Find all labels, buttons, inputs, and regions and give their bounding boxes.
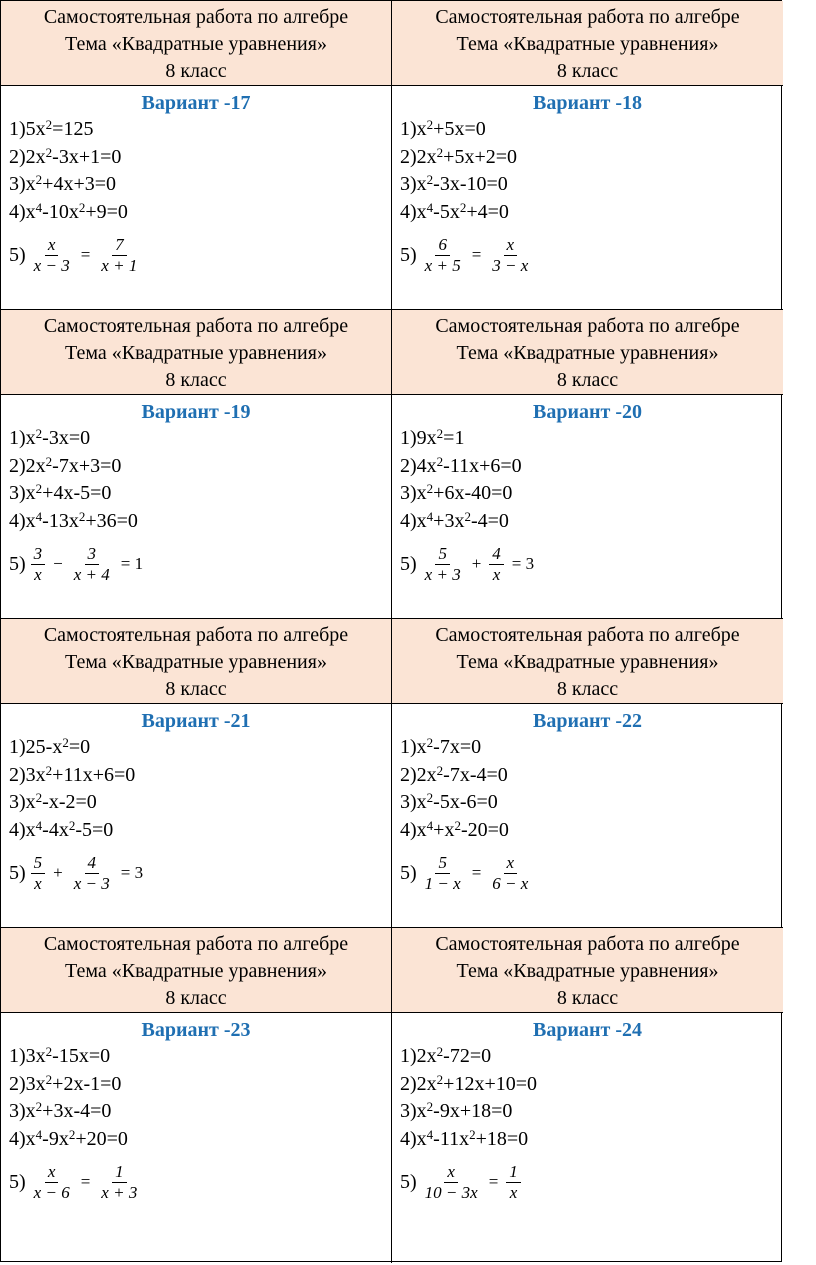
fraction-left: [422, 544, 464, 585]
header-cell: [1, 619, 392, 704]
exponent: 2: [35, 790, 43, 805]
task-2: [400, 453, 775, 481]
fraction-numerator: 6: [435, 235, 450, 256]
task-2: [9, 453, 383, 481]
task-5-label: 5): [9, 1170, 26, 1193]
task-5-label: 5): [9, 552, 26, 575]
fraction-left: [31, 853, 46, 894]
equation-text: 1)x: [9, 427, 36, 449]
equation-text: 1)3x: [9, 1045, 46, 1067]
fraction-right: [506, 1162, 521, 1203]
task-5-label: 5): [400, 861, 417, 884]
fraction-left: [31, 235, 73, 276]
operator: +: [471, 554, 482, 573]
task-2: [400, 762, 775, 790]
equation-text: 4)x: [400, 818, 427, 841]
variant-title: Вариант -17: [141, 92, 251, 114]
task-5: [400, 538, 775, 590]
header-line2: Тема «Квадратные уравнения»: [456, 651, 719, 673]
task-2: [9, 1071, 383, 1099]
fraction-numerator: 1: [112, 1162, 127, 1183]
header-cell: [392, 928, 783, 1013]
equation-text: -5=0: [75, 818, 114, 841]
header-line1: Самостоятельная работа по алгебре: [43, 933, 349, 955]
fraction-denominator: x − 3: [33, 255, 70, 275]
fraction-numerator: 7: [112, 235, 127, 256]
exponent: 2: [35, 1099, 43, 1114]
header-line3: 8 класс: [556, 678, 619, 700]
fraction-right: [98, 1162, 140, 1203]
exponent: 2: [68, 817, 76, 833]
fraction-right: [98, 235, 140, 276]
header-cell: [392, 619, 783, 704]
fraction-left: [422, 235, 464, 276]
task-1: [400, 1043, 775, 1071]
equation-text: +11x+6=0: [52, 763, 136, 786]
fraction-right: [71, 853, 113, 894]
equation-text: -4x: [42, 818, 69, 841]
equation-text: 1)x: [400, 736, 427, 758]
header-line1: Самостоятельная работа по алгебре: [43, 6, 349, 28]
header-line3: 8 класс: [556, 369, 619, 391]
fraction-left: [422, 853, 464, 894]
fraction-numerator: x: [504, 853, 518, 874]
equation-text: -3x-10=0: [433, 173, 508, 195]
equation-text: 3)x: [400, 1100, 427, 1122]
equation-text: +4x+3=0: [42, 173, 117, 195]
task-5-label: 5): [9, 861, 26, 884]
variant-cell: [1, 1013, 392, 1263]
right-hand-side: = 3: [120, 863, 144, 882]
equation-text: 4)x: [9, 818, 36, 841]
exponent: 2: [62, 735, 69, 750]
equation-text: 2)2x: [9, 145, 46, 168]
operator: =: [471, 245, 482, 264]
equation-text: +4x-5=0: [42, 482, 112, 504]
task-2: [9, 144, 383, 172]
equation-text: -11x+6=0: [443, 454, 522, 477]
equation-text: 4)x: [9, 200, 36, 223]
task-5: [9, 847, 383, 899]
fraction-numerator: 3: [31, 544, 46, 565]
task-5-label: 5): [400, 243, 417, 266]
fraction-denominator: x − 6: [33, 1182, 70, 1202]
equation-text: +3x-4=0: [42, 1100, 112, 1122]
task-3: [400, 480, 775, 508]
exponent: 2: [35, 172, 43, 187]
header-cell: [1, 928, 392, 1013]
task-4: [9, 199, 383, 227]
equation-text: +2x-1=0: [52, 1072, 122, 1095]
equation-text: +4=0: [466, 200, 509, 223]
variant-cell: [392, 704, 783, 928]
fraction-denominator: x + 1: [101, 255, 138, 275]
fraction-denominator: x + 3: [424, 564, 461, 584]
fraction-denominator: x + 3: [101, 1182, 138, 1202]
exponent: 4: [426, 817, 434, 833]
fraction-right: [489, 853, 531, 894]
variant-title: Вариант -23: [141, 1019, 251, 1041]
exponent: 4: [35, 817, 43, 833]
equation-text: -3x=0: [42, 427, 91, 449]
operator: =: [80, 245, 91, 264]
right-hand-side: = 1: [120, 554, 144, 573]
task-1: [400, 116, 775, 144]
task-4: [400, 817, 775, 845]
equation-text: 3)x: [9, 173, 36, 195]
variant-cell: [392, 1013, 783, 1263]
header-line2: Тема «Квадратные уравнения»: [65, 960, 327, 982]
equation-text: 2)3x: [9, 763, 46, 786]
task-5: [9, 1156, 383, 1208]
task-4: [9, 817, 383, 845]
equation-text: 4)x: [400, 509, 427, 532]
task-4: [400, 508, 775, 536]
header-cell: [1, 1, 392, 86]
variant-title: Вариант -21: [141, 710, 251, 732]
exponent: 4: [426, 199, 434, 215]
equation-text: +9=0: [85, 200, 128, 223]
exponent: 2: [35, 481, 43, 496]
task-3: [9, 480, 383, 508]
variant-cell: [1, 86, 392, 310]
variant-title: Вариант -18: [533, 92, 642, 114]
task-5: [9, 229, 383, 281]
equation-text: +5x+2=0: [443, 145, 518, 168]
variant-title: Вариант -24: [533, 1019, 642, 1041]
exponent: 2: [78, 199, 86, 215]
fraction-numerator: 5: [435, 853, 450, 874]
equation-text: 2)2x: [400, 763, 437, 786]
header-line3: 8 класс: [165, 60, 227, 82]
fraction-denominator: x: [509, 1182, 518, 1202]
equation-text: 3)x: [400, 791, 427, 813]
fraction-denominator: x: [34, 873, 42, 893]
equation-text: -20=0: [460, 818, 509, 841]
task-3: [9, 1098, 383, 1126]
exponent: 4: [35, 199, 43, 215]
exponent: 2: [426, 1099, 434, 1114]
variant-cell: [392, 395, 783, 619]
exponent: 2: [35, 426, 43, 441]
task-5: [400, 1156, 775, 1208]
equation-text: 1)9x: [400, 427, 437, 449]
equation-text: 2)2x: [400, 1072, 437, 1095]
exponent: 2: [436, 426, 444, 441]
fraction-denominator: 10 − 3x: [424, 1182, 478, 1202]
equation-text: 3)x: [9, 482, 36, 504]
task-2: [400, 1071, 775, 1099]
header-line1: Самостоятельная работа по алгебре: [435, 6, 740, 28]
exponent: 2: [45, 144, 53, 160]
equation-text: -15x=0: [52, 1045, 111, 1067]
exponent: 4: [426, 508, 434, 524]
exponent: 2: [45, 1071, 53, 1087]
task-5: [400, 229, 775, 281]
exponent: 2: [426, 172, 434, 187]
header-line1: Самостоятельная работа по алгебре: [435, 933, 740, 955]
header-line2: Тема «Квадратные уравнения»: [65, 342, 327, 364]
operator: =: [80, 1172, 91, 1191]
fraction-numerator: x: [504, 235, 518, 256]
equation-text: 3)x: [400, 482, 427, 504]
equation-text: 4)x: [400, 200, 427, 223]
fraction-numerator: 1: [506, 1162, 521, 1183]
variant-title: Вариант -22: [533, 710, 642, 732]
exponent: 2: [469, 1126, 476, 1142]
right-hand-side: = 3: [511, 554, 535, 573]
exponent: 2: [436, 453, 444, 469]
variant-cell: [1, 395, 392, 619]
header-line2: Тема «Квадратные уравнения»: [65, 651, 327, 673]
fraction-right: [71, 544, 113, 585]
task-1: [400, 734, 775, 762]
exponent: 2: [426, 117, 434, 132]
exponent: 2: [454, 817, 461, 833]
header-line3: 8 класс: [165, 678, 227, 700]
equation-text: -7x+3=0: [52, 454, 122, 477]
operator: −: [53, 554, 63, 573]
header-line3: 8 класс: [165, 987, 227, 1009]
equation-text: -x-2=0: [42, 791, 97, 813]
header-line1: Самостоятельная работа по алгебре: [435, 315, 740, 337]
equation-text: +12x+10=0: [443, 1072, 538, 1095]
equation-text: 2)4x: [400, 454, 437, 477]
header-line2: Тема «Квадратные уравнения»: [456, 342, 719, 364]
task-5: [400, 847, 775, 899]
exponent: 2: [464, 508, 471, 524]
exponent: 2: [78, 508, 86, 524]
exponent: 2: [436, 1071, 444, 1087]
task-3: [9, 789, 383, 817]
task-3: [9, 171, 383, 199]
fraction-denominator: x + 4: [73, 564, 110, 584]
fraction-denominator: 6 − x: [492, 873, 529, 893]
task-2: [9, 762, 383, 790]
equation-text: -5x-6=0: [433, 791, 498, 813]
equation-text: 2)2x: [400, 145, 437, 168]
task-1: [9, 1043, 383, 1071]
fraction-numerator: 4: [85, 853, 100, 874]
task-3: [400, 1098, 775, 1126]
equation-text: =0: [68, 736, 91, 758]
header-cell: [392, 310, 783, 395]
task-4: [9, 508, 383, 536]
equation-text: -13x: [42, 509, 79, 532]
exponent: 2: [459, 199, 467, 215]
header-line1: Самостоятельная работа по алгебре: [43, 315, 349, 337]
fraction-numerator: x: [45, 235, 59, 256]
exponent: 4: [35, 1126, 43, 1142]
operator: =: [488, 1172, 499, 1191]
equation-text: 4)x: [400, 1127, 427, 1150]
header-line1: Самостоятельная работа по алгебре: [435, 624, 740, 646]
fraction-numerator: 4: [489, 544, 504, 565]
equation-text: 3)x: [400, 173, 427, 195]
task-4: [400, 1126, 775, 1154]
fraction-numerator: x: [45, 1162, 59, 1183]
task-5-label: 5): [400, 552, 417, 575]
equation-text: =1: [443, 427, 465, 449]
equation-text: -72=0: [443, 1045, 492, 1067]
equation-text: 1)x: [400, 118, 427, 140]
fraction-right: [489, 544, 504, 585]
header-line2: Тема «Квадратные уравнения»: [456, 33, 719, 55]
equation-text: -3x+1=0: [52, 145, 122, 168]
fraction-denominator: 3 − x: [492, 255, 529, 275]
header-line2: Тема «Квадратные уравнения»: [65, 33, 327, 55]
header-cell: [1, 310, 392, 395]
exponent: 2: [45, 117, 53, 132]
header-line2: Тема «Квадратные уравнения»: [456, 960, 719, 982]
variant-title: Вариант -19: [141, 401, 251, 423]
task-1: [400, 425, 775, 453]
equation-text: 4)x: [9, 1127, 36, 1150]
fraction-denominator: x − 3: [73, 873, 110, 893]
task-3: [400, 789, 775, 817]
operator: +: [53, 863, 63, 882]
exponent: 2: [426, 790, 434, 805]
fraction-numerator: x: [444, 1162, 458, 1183]
header-line1: Самостоятельная работа по алгебре: [43, 624, 349, 646]
equation-text: 2)3x: [9, 1072, 46, 1095]
fraction-numerator: 5: [31, 853, 46, 874]
header-line3: 8 класс: [556, 987, 619, 1009]
exponent: 2: [68, 1126, 76, 1142]
fraction-numerator: 5: [435, 544, 450, 565]
equation-text: +x: [433, 818, 455, 841]
equation-text: -9x: [42, 1127, 69, 1150]
task-1: [9, 734, 383, 762]
task-2: [400, 144, 775, 172]
fraction-denominator: x + 5: [424, 255, 461, 275]
exponent: 2: [426, 481, 434, 496]
equation-text: 3)x: [9, 1100, 36, 1122]
task-4: [9, 1126, 383, 1154]
exponent: 4: [426, 1126, 434, 1142]
equation-text: -7x-4=0: [443, 763, 508, 786]
fraction-left: [31, 1162, 73, 1203]
exponent: 2: [45, 1044, 53, 1059]
header-cell: [392, 1, 783, 86]
equation-text: -5x: [433, 200, 460, 223]
exponent: 2: [45, 453, 53, 469]
exponent: 2: [436, 762, 444, 778]
equation-text: 4)x: [9, 509, 36, 532]
equation-text: +6x-40=0: [433, 482, 513, 504]
exponent: 2: [45, 762, 53, 778]
equation-text: -4=0: [470, 509, 509, 532]
variant-cell: [392, 86, 783, 310]
variant-cell: [1, 704, 392, 928]
variant-title: Вариант -20: [533, 401, 642, 423]
equation-text: 1)2x: [400, 1045, 437, 1067]
fraction-left: [31, 544, 46, 585]
fraction-denominator: 1 − x: [424, 873, 461, 893]
equation-text: 2)2x: [9, 454, 46, 477]
equation-text: 3)x: [9, 791, 36, 813]
equation-text: +18=0: [475, 1127, 529, 1150]
exponent: 2: [436, 1044, 444, 1059]
task-5: [9, 538, 383, 590]
exponent: 2: [436, 144, 444, 160]
equation-text: +5x=0: [433, 118, 486, 140]
task-4: [400, 199, 775, 227]
equation-text: -9x+18=0: [433, 1100, 513, 1122]
exponent: 4: [35, 508, 43, 524]
task-5-label: 5): [400, 1170, 417, 1193]
equation-text: 1)25-x: [9, 736, 63, 758]
fraction-denominator: x: [492, 564, 501, 584]
fraction-denominator: x: [34, 564, 42, 584]
equation-text: +3x: [433, 509, 465, 532]
equation-text: +20=0: [75, 1127, 128, 1150]
equation-text: 1)5x: [9, 118, 46, 140]
equation-text: -7x=0: [433, 736, 482, 758]
fraction-numerator: 3: [85, 544, 100, 565]
exponent: 2: [426, 735, 434, 750]
task-1: [9, 425, 383, 453]
equation-text: =125: [52, 118, 94, 140]
equation-text: -10x: [42, 200, 79, 223]
fraction-right: [489, 235, 531, 276]
task-5-label: 5): [9, 243, 26, 266]
task-1: [9, 116, 383, 144]
header-line3: 8 класс: [556, 60, 619, 82]
equation-text: -11x: [433, 1127, 470, 1150]
header-line3: 8 класс: [165, 369, 227, 391]
operator: =: [471, 863, 482, 882]
equation-text: +36=0: [85, 509, 138, 532]
task-3: [400, 171, 775, 199]
fraction-left: [422, 1162, 481, 1203]
